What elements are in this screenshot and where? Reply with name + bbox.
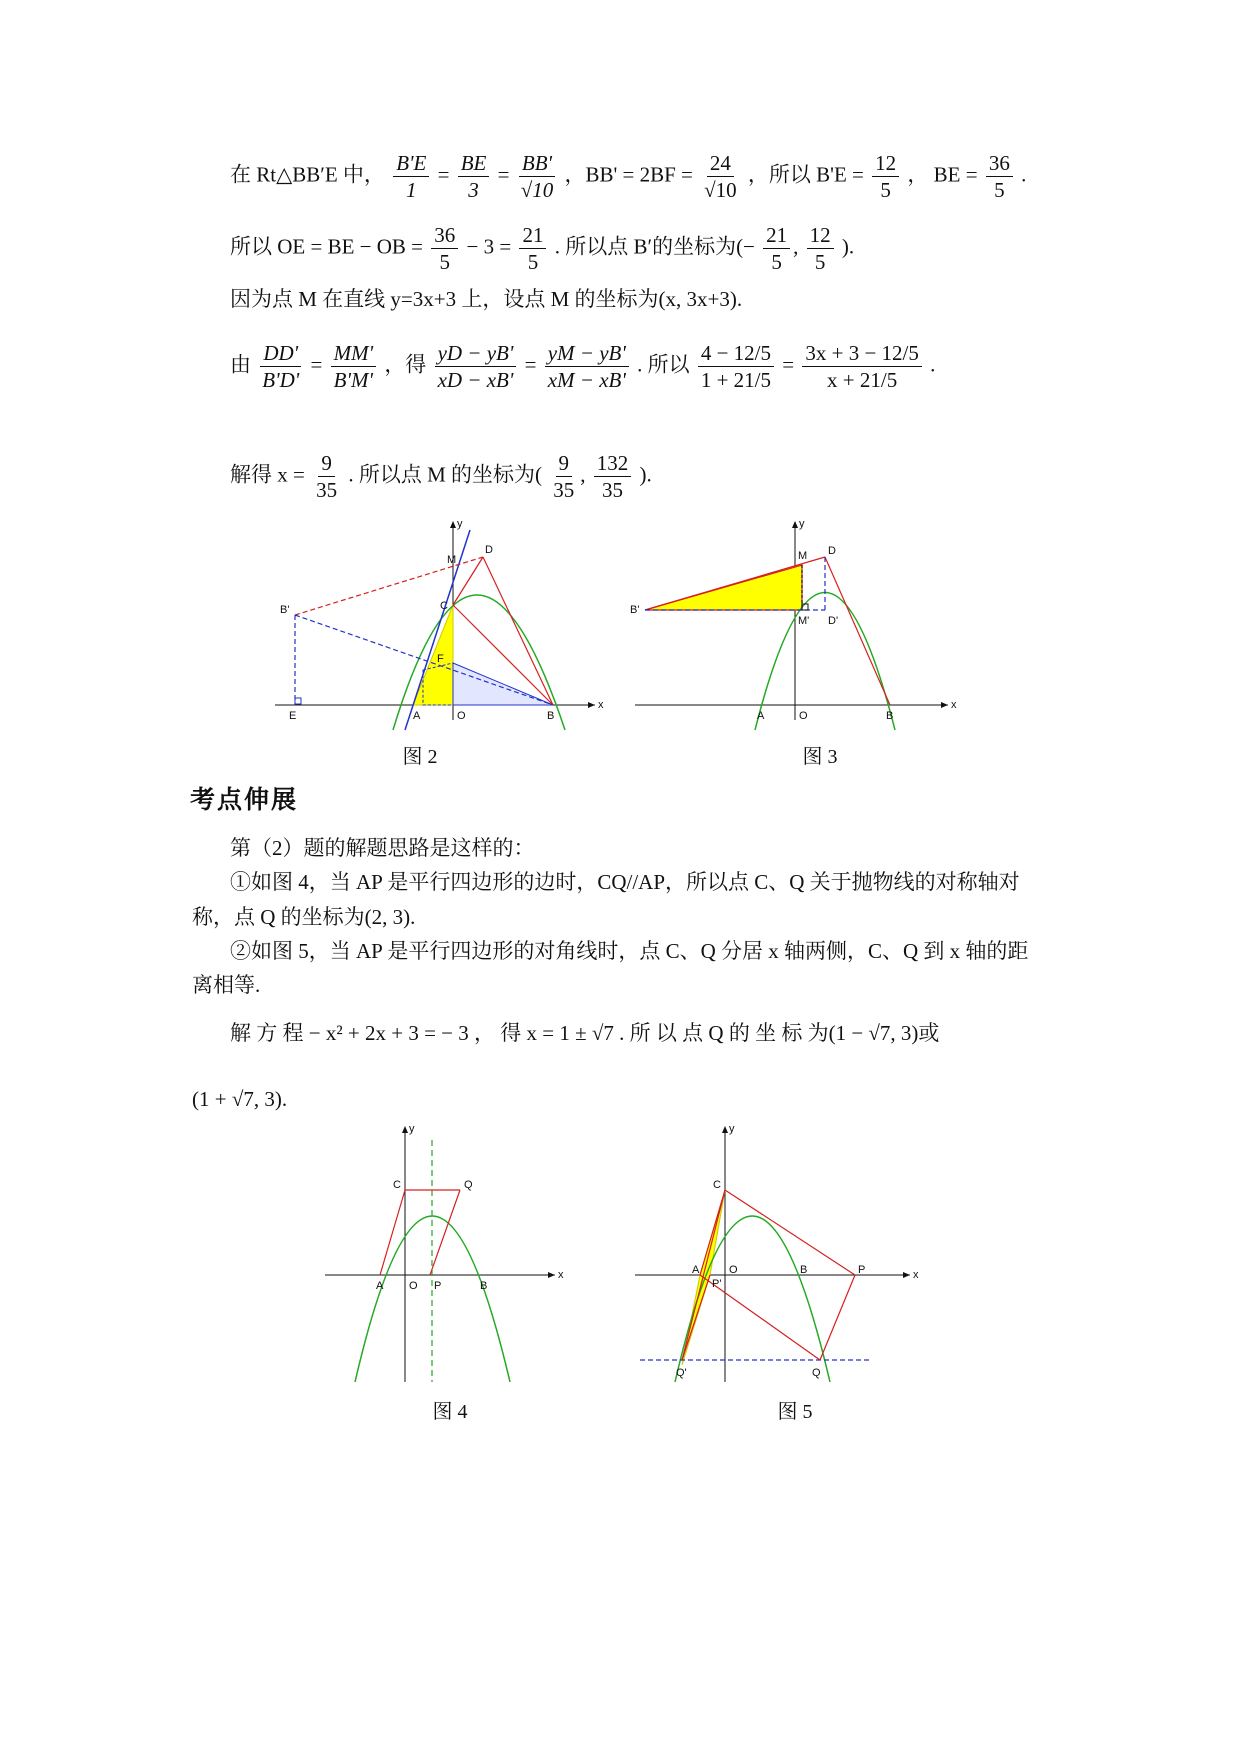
figure-3: [630, 515, 960, 730]
svg-text:A: A: [692, 1264, 700, 1276]
fraction: $\frac{21}{5}$: [519, 222, 546, 275]
svg-text:B: B: [886, 710, 894, 722]
figure-3-caption: 图 3: [802, 746, 838, 768]
section-heading: 考点伸展: [190, 785, 299, 814]
svg-text:A: A: [757, 710, 765, 722]
svg-text:y: y: [729, 1123, 735, 1135]
svg-text:P: P: [434, 1280, 442, 1292]
fraction: $\frac{MM'}{B'M'}$: [331, 340, 376, 393]
svg-text:Q: Q: [464, 1179, 473, 1191]
ext-paragraph-4: 解 方 程 − x² + 2x + 3 = − 3 ， 得 x = 1 ± √7 . 所 以 点 Q 的 坐 标 为(1 − √7, 3)或: [230, 1021, 940, 1045]
svg-text:B: B: [547, 710, 555, 722]
svg-text:M': M': [798, 615, 810, 627]
svg-text:C: C: [440, 600, 448, 612]
fraction: $\frac{21}{5}$: [763, 222, 790, 275]
svg-text:Q: Q: [812, 1367, 821, 1379]
figure-2-caption: 图 2: [402, 746, 438, 768]
figure-2: [275, 515, 605, 730]
svg-text:B: B: [800, 1264, 808, 1276]
ext-paragraph-3b: 离相等.: [192, 973, 261, 997]
paragraph-5: 解得 x = $\frac{9}{35}$ . 所以点 M 的坐标为( $\frac{9}{35}$ , $\frac{132}{35}$ ).: [230, 451, 652, 502]
svg-text:F: F: [437, 653, 444, 665]
svg-text:x: x: [598, 699, 604, 711]
svg-text:y: y: [457, 518, 463, 530]
fraction: $\frac{9}{35}$: [553, 451, 575, 502]
fraction: $\frac{12}{5}$: [872, 150, 899, 203]
fraction: $\frac{132}{35}$: [594, 450, 632, 503]
svg-text:P: P: [858, 1264, 866, 1276]
paragraph-4: 由 $\frac{DD'}{B'D'}$ = $\frac{MM'}{B'M'}$ ，得 $\frac{yD - yB'}{xD - xB'}$ = $\frac{yM - yB'}{xM - xB'}$ . 所以 $\frac{4 - 12/5}{1 + 21/5}$ = $\frac{3x + 3 - 12/5}{x + 21/5}$ .: [230, 341, 936, 392]
fraction: $\frac{yM - yB'}{xM - xB'}$: [545, 340, 629, 393]
svg-text:M: M: [447, 554, 457, 566]
hatched-triangle: [453, 663, 553, 705]
fraction: $\frac{3x + 3 - 12/5}{x + 21/5}$: [802, 340, 922, 393]
fraction: $\frac{4 - 12/5}{1 + 21/5}$: [698, 340, 774, 393]
fraction: $\frac{9}{35}$: [316, 451, 338, 502]
fraction: $\frac{36}{5}$: [431, 222, 458, 275]
svg-text:M: M: [798, 550, 808, 562]
paragraph-3: 因为点 M 在直线 y=3x+3 上，设点 M 的坐标为(x, 3x+3).: [230, 287, 743, 311]
svg-text:D: D: [485, 544, 493, 556]
svg-text:C: C: [713, 1179, 721, 1191]
yellow-region: [413, 605, 453, 705]
svg-text:D': D': [828, 615, 839, 627]
ext-paragraph-3a: ②如图 5，当 AP 是平行四边形的对角线时，点 C、Q 分居 x 轴两侧，C、Q 到 x 轴的距: [230, 939, 1029, 963]
ext-paragraph-2b: 称，点 Q 的坐标为(2, 3).: [192, 905, 416, 929]
svg-text:A: A: [376, 1280, 384, 1292]
svg-text:B': B': [630, 604, 640, 616]
fraction: $\frac{BB'}{√10}$: [520, 151, 554, 202]
p1-mid2: ，所以 B'E =: [747, 162, 864, 187]
paragraph-1: 在 Rt△BB′E 中， $\frac{B'E}{1}$ = $\frac{BE}{3}$ = $\frac{BB'}{√10}$ ，BB' = 2BF = $\frac{24}{√10}$ ，所以 B'E = $\frac{12}{5}$ ， BE = $\frac{36}{5}$ .: [230, 151, 1027, 202]
p1-mid3: ， BE =: [907, 162, 978, 187]
p1-mid: ，BB' = 2BF =: [564, 162, 693, 187]
fraction: $\frac{DD'}{B'D'}$: [262, 341, 300, 392]
svg-text:C: C: [393, 1179, 401, 1191]
svg-text:x: x: [913, 1269, 919, 1281]
fraction: $\frac{12}{5}$: [807, 222, 834, 275]
figure-5-caption: 图 5: [777, 1401, 813, 1423]
ext-paragraph-5: (1 + √7, 3).: [192, 1087, 288, 1111]
p1-prefix: 在 Rt△BB′E 中，: [230, 162, 385, 187]
svg-text:O: O: [409, 1280, 418, 1292]
svg-text:P': P': [712, 1278, 722, 1290]
svg-text:O: O: [729, 1264, 738, 1276]
svg-text:A: A: [413, 710, 421, 722]
svg-text:x: x: [951, 699, 957, 711]
fraction: $\frac{B'E}{1}$: [393, 150, 429, 203]
svg-text:y: y: [409, 1123, 415, 1135]
svg-text:B': B': [280, 604, 290, 616]
fraction: $\frac{yD - yB'}{xD - xB'}$: [435, 340, 517, 393]
paragraph-2: 所以 OE = BE − OB = $\frac{36}{5}$ − 3 = $\frac{21}{5}$ . 所以点 B′的坐标为(− $\frac{21}{5}$ , $\frac{12}{5}$ ).: [230, 223, 855, 274]
svg-text:O: O: [799, 710, 808, 722]
fraction: $\frac{BE}{3}$: [458, 150, 490, 203]
fraction: $\frac{24}{√10}$: [704, 151, 737, 202]
ext-paragraph-1: 第（2）题的解题思路是这样的：: [230, 836, 535, 860]
parabola: [755, 593, 895, 731]
figure-5: [630, 1120, 920, 1390]
svg-text:B: B: [480, 1280, 488, 1292]
figure-4: [320, 1120, 564, 1390]
svg-text:y: y: [799, 518, 805, 530]
svg-text:O: O: [457, 710, 466, 722]
svg-text:Q': Q': [676, 1367, 687, 1379]
parabola: [675, 1216, 830, 1382]
ext-paragraph-2a: ①如图 4，当 AP 是平行四边形的边时，CQ//AP，所以点 C、Q 关于抛物线的对称轴对: [230, 870, 1020, 894]
svg-text:D: D: [828, 545, 836, 557]
svg-text:E: E: [289, 710, 297, 722]
figure-4-caption: 图 4: [432, 1401, 468, 1423]
fraction: $\frac{36}{5}$: [986, 150, 1013, 203]
svg-text:x: x: [558, 1269, 564, 1281]
